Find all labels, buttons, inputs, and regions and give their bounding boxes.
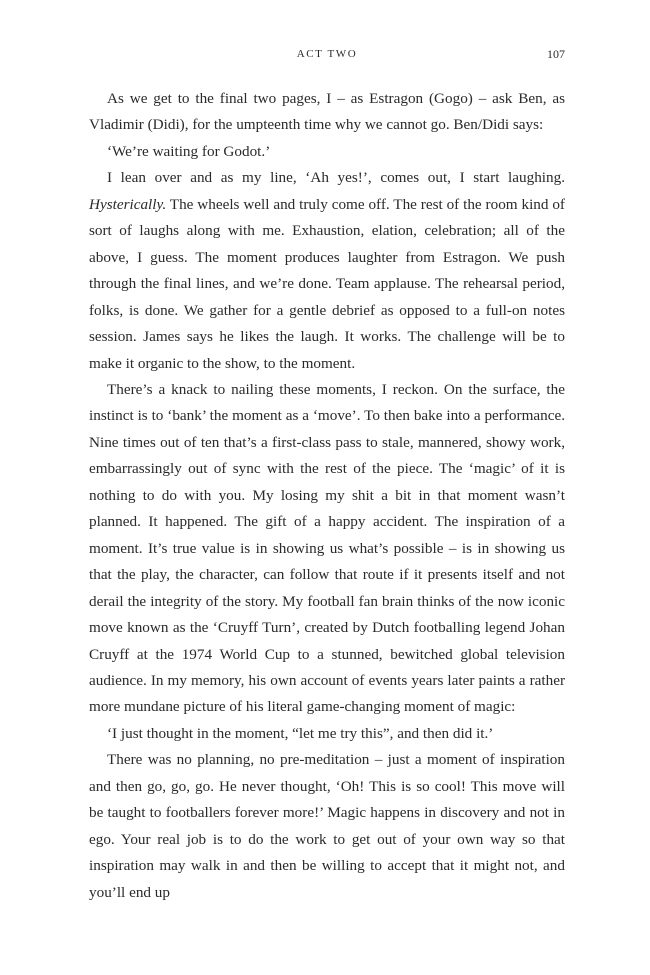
running-head [89,45,565,63]
running-title: ACT TWO [296,48,358,60]
paragraph-1: As we get to the final two pages, I – as Estragon (Gogo) – ask Ben, as Vladimir (Didi), for the umpteenth time why we cannot go. Ben/Didi says: [89,90,565,134]
paragraph-3 [89,165,565,377]
paragraph-3-emphasis: Hysterically. [89,195,167,213]
paragraph-6: There was no planning, no pre-meditation – just a moment of inspiration and then go, go, go. He never thought, ‘Oh! This is so cool! This move will be taught to footballers forever more!’ Magic happens in discovery and not in ego. Your real job is to do the work to get out of your own way so that inspiration may walk in and then be willing to accept that it might not, and you’ll end up [89,751,565,901]
paragraph-3-rest: The wheels well and truly come off. The rest of the room kind of sort of laughs along with me. Exhaustion, elation, celebration; all of the above, I guess. The moment produces laughter from Estragon. We push through the final lines, and we’re done. Team applause. The rehearsal period, folks, is done. We gather for a gentle debrief as opposed to a full-on notes session. James says he likes the laugh. It works. The challenge will be to make it organic to the show, to the moment. [89,195,565,372]
paragraph-4: There’s a knack to nailing these moments, I reckon. On the surface, the instinct is to ‘bank’ the moment as a ‘move’. To then bake into a performance. Nine times out of ten that’s a first-class pass to stale, mannered, showy work, embarrassingly out of sync with the rest of the piece. The ‘magic’ of it is nothing to do with you. My losing my shit a bit in that moment wasn’t planned. It happened. The gift of a happy accident. The inspiration of a moment. It’s true value is in showing us what’s possible – is in showing us that the play, the character, can follow that route if it presents itself and not derail the integrity of the story. My football fan brain thinks of the now iconic move known as the ‘Cruyff Turn’, created by Dutch footballing legend Johan Cruyff at the 1974 World Cup to a stunned, bewitched global television audience. In my memory, his own account of events years later paints a rather more mundane picture of his literal game-changing moment of magic: [89,380,565,716]
paragraph-2: ‘We’re waiting for Godot.’ [107,142,271,160]
page-number: 107 [547,47,565,61]
body-text [89,86,565,906]
paragraph-5: ‘I just thought in the moment, “let me try this”, and then did it.’ [107,724,494,742]
paragraph-3-lead: I lean over and as my line, ‘Ah yes!’, comes out, I start laughing. [107,169,565,187]
